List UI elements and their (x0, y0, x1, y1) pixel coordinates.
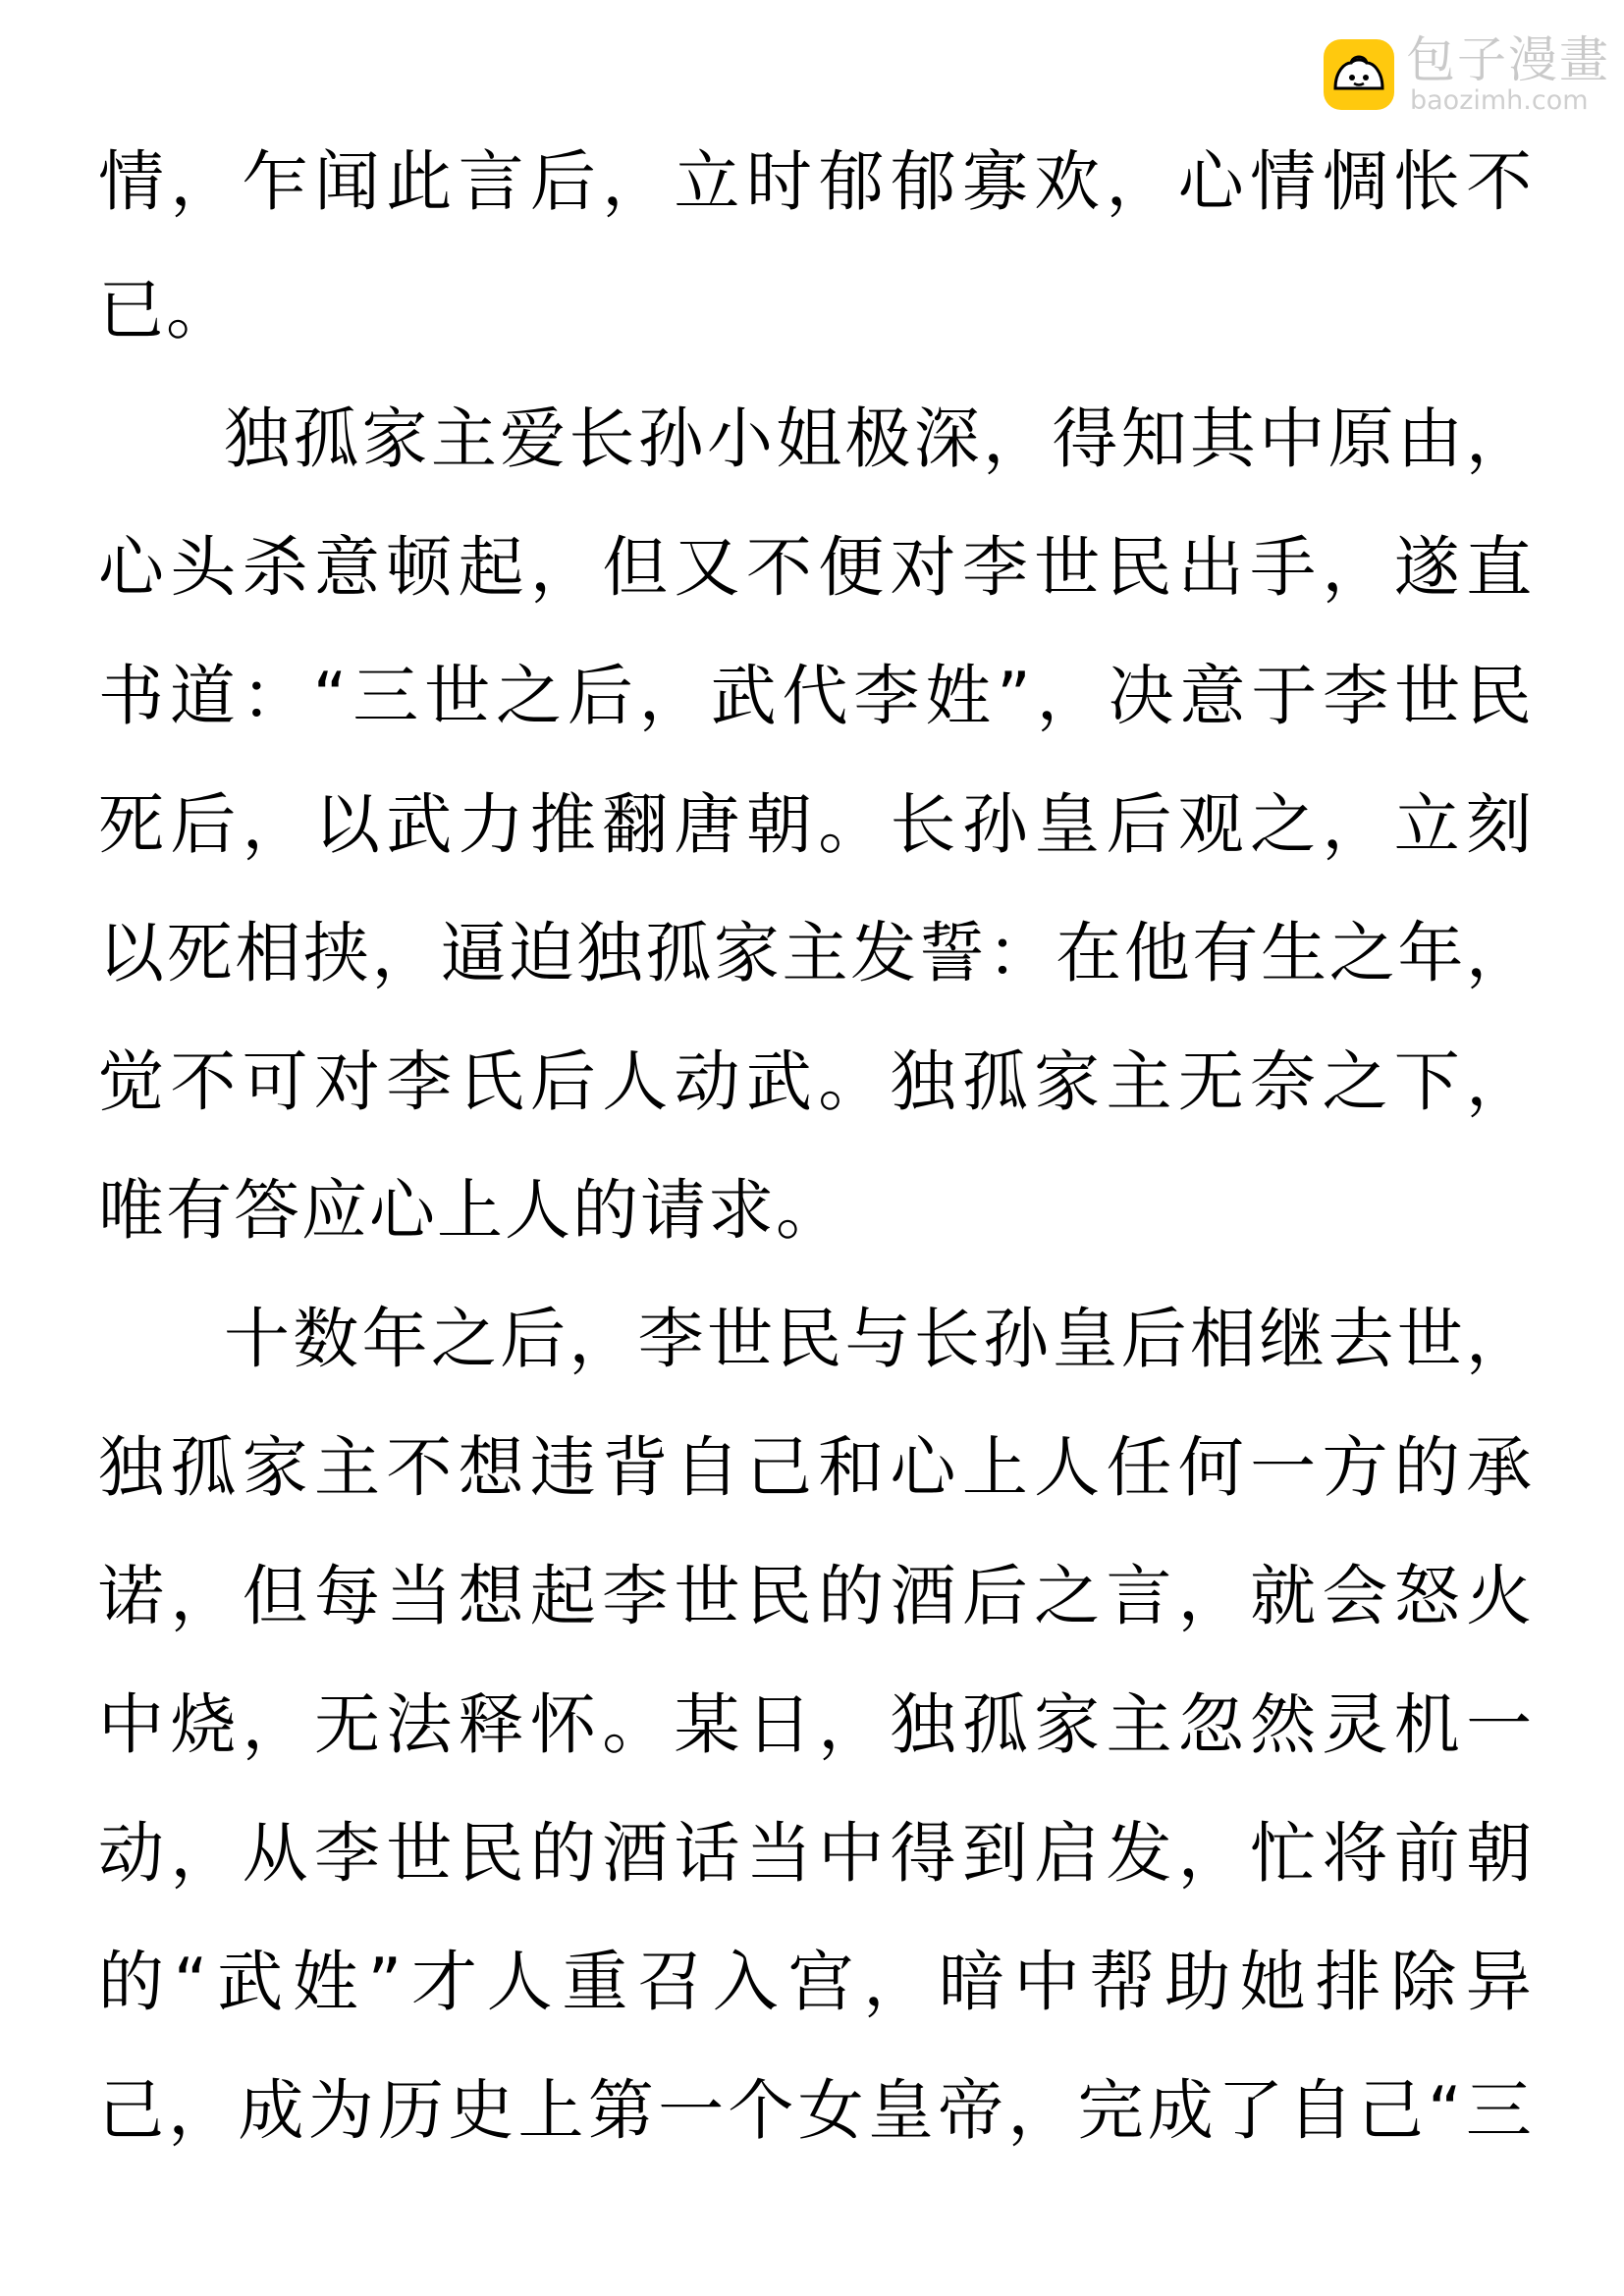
text-line: 心头杀意顿起，但又不便对李世民出手，遂直 (98, 529, 1539, 606)
text-line: 书道：“三世之后，武代李姓”，决意于李世民 (98, 658, 1538, 734)
text-line: 动，从李世民的酒话当中得到启发，忙将前朝 (98, 1815, 1539, 1892)
paragraph-3 (98, 1275, 1542, 2175)
bun-face-icon (1322, 37, 1396, 112)
text-line: 中烧，无法释怀。某日，独孤家主忽然灵机一 (98, 1686, 1539, 1763)
text-line: 己，成为历史上第一个女皇帝，完成了自己“三 (98, 2072, 1537, 2149)
watermark-url: baozimh.com (1410, 85, 1589, 116)
text-line: 独孤家主爱长孙小姐极深，得知其中原由， (224, 400, 1536, 477)
paragraph-1 (98, 118, 1539, 375)
document-body (98, 118, 1542, 2175)
watermark-title: 包子漫畫 (1406, 31, 1610, 88)
text-line: 觉不可对李氏后人动武。独孤家主无奈之下， (98, 1043, 1539, 1120)
text-line: 的“武姓”才人重召入宫，暗中帮助她排除异 (98, 1944, 1542, 2020)
text-line: 十数年之后，李世民与长孙皇后相继去世， (224, 1301, 1536, 1377)
text-line: 已。 (98, 272, 234, 348)
text-line: 以死相挟，逼迫独孤家主发誓：在他有生之年， (98, 915, 1535, 991)
text-line: 诺，但每当想起李世民的酒后之言，就会怒火 (98, 1558, 1539, 1634)
text-line: 情，乍闻此言后，立时郁郁寡欢，心情惆怅不 (98, 143, 1539, 220)
watermark (1322, 31, 1616, 116)
text-line: 独孤家主不想违背自己和心上人任何一方的承 (98, 1429, 1539, 1506)
paragraph-2 (98, 375, 1539, 1275)
text-line: 死后，以武力推翻唐朝。长孙皇后观之，立刻 (98, 786, 1539, 863)
text-line: 唯有答应心上人的请求。 (98, 1172, 843, 1249)
